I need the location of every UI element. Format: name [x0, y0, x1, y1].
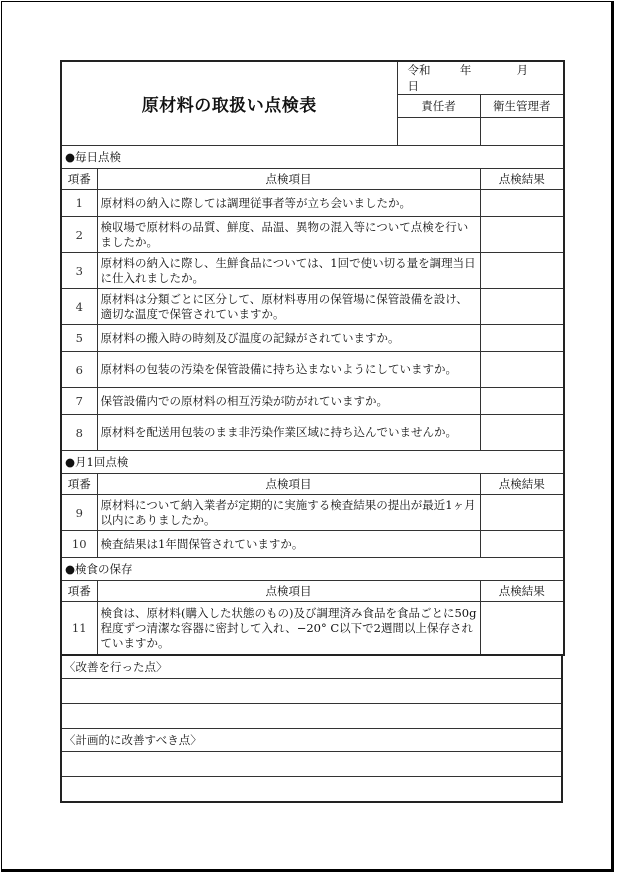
- table-row: [61, 388, 564, 415]
- item-no: 10: [61, 531, 97, 558]
- item-no: 9: [61, 495, 97, 531]
- result-cell[interactable]: [480, 190, 564, 217]
- item-text: 検査結果は1年間保管されていますか。: [97, 531, 480, 558]
- column-result: 点検結果: [480, 474, 564, 495]
- item-text: 保管設備内での原材料の相互汚染が防がれていますか。: [97, 388, 480, 415]
- section-heading: ●毎日点検: [61, 146, 564, 169]
- notes-improved-label-row: [61, 656, 562, 679]
- notes-planned-label: 〈計画的に改善すべき点〉: [61, 729, 562, 752]
- result-cell[interactable]: [480, 352, 564, 388]
- date-era: 令和: [407, 63, 431, 77]
- date-year: 年: [459, 63, 472, 77]
- header-row-date: [61, 61, 564, 95]
- item-text: 原材料を配送用包装のまま非汚染作業区域に持ち込んでいませんか。: [97, 415, 480, 451]
- role-hygiene-label: 衛生管理者: [480, 95, 564, 118]
- column-no: 項番: [61, 474, 97, 495]
- seal-manager-box[interactable]: [397, 118, 480, 146]
- seal-hygiene-box[interactable]: [480, 118, 564, 146]
- column-result: 点検結果: [480, 581, 564, 602]
- table-row: [61, 495, 564, 531]
- item-text: 原材料の納入に際し、生鮮食品については、1回で使い切る量を調理当日に仕入れましたか。: [97, 253, 480, 289]
- notes-table: [60, 656, 563, 803]
- section-daily: [61, 146, 564, 169]
- item-no: 3: [61, 253, 97, 289]
- item-no: 5: [61, 325, 97, 352]
- item-text: 原材料の包装の汚染を保管設備に持ち込まないようにしていますか。: [97, 352, 480, 388]
- table-row: [61, 352, 564, 388]
- notes-improved-label: 〈改善を行った点〉: [61, 656, 562, 679]
- item-no: 2: [61, 217, 97, 253]
- inspection-sheet: [60, 60, 563, 803]
- item-text: 検食は、原材料(購入した状態のもの)及び調理済み食品を食品ごとに50g程度ずつ清潔な容器に密封して入れ、−20° C以下で2週間以上保存されていますか。: [97, 602, 480, 656]
- column-item: 点検項目: [97, 474, 480, 495]
- page-title: 原材料の取扱い点検表: [61, 61, 397, 146]
- result-cell[interactable]: [480, 217, 564, 253]
- column-result: 点検結果: [480, 169, 564, 190]
- item-no: 4: [61, 289, 97, 325]
- column-no: 項番: [61, 169, 97, 190]
- column-no: 項番: [61, 581, 97, 602]
- date-month: 月: [516, 63, 529, 77]
- column-item: 点検項目: [97, 169, 480, 190]
- table-row: [61, 190, 564, 217]
- column-header-row: [61, 169, 564, 190]
- date-day: 日: [407, 79, 419, 93]
- section-monthly: [61, 451, 564, 474]
- column-header-row: [61, 474, 564, 495]
- role-manager-label: 責任者: [397, 95, 480, 118]
- table-row: [61, 415, 564, 451]
- item-no: 1: [61, 190, 97, 217]
- result-cell[interactable]: [480, 415, 564, 451]
- date-field[interactable]: [397, 61, 564, 95]
- notes-improved-line-2[interactable]: [61, 704, 562, 729]
- notes-line: [61, 679, 562, 704]
- result-cell[interactable]: [480, 602, 564, 656]
- item-no: 7: [61, 388, 97, 415]
- notes-line: [61, 704, 562, 729]
- result-cell[interactable]: [480, 325, 564, 352]
- result-cell[interactable]: [480, 495, 564, 531]
- table-row: [61, 289, 564, 325]
- inspection-table: [60, 60, 565, 656]
- result-cell[interactable]: [480, 531, 564, 558]
- table-row: [61, 602, 564, 656]
- result-cell[interactable]: [480, 289, 564, 325]
- result-cell[interactable]: [480, 253, 564, 289]
- item-no: 8: [61, 415, 97, 451]
- notes-planned-label-row: [61, 729, 562, 752]
- item-text: 原材料について納入業者が定期的に実施する検査結果の提出が最近1ヶ月以内にありましたか。: [97, 495, 480, 531]
- item-no: 11: [61, 602, 97, 656]
- notes-improved-line-1[interactable]: [61, 679, 562, 704]
- result-cell[interactable]: [480, 388, 564, 415]
- table-row: [61, 253, 564, 289]
- notes-planned-line-1[interactable]: [61, 752, 562, 777]
- table-row: [61, 531, 564, 558]
- section-heading: ●月1回点検: [61, 451, 564, 474]
- item-text: 原材料は分類ごとに区分して、原材料専用の保管場に保管設備を設け、適切な温度で保管されていますか。: [97, 289, 480, 325]
- table-row: [61, 217, 564, 253]
- item-no: 6: [61, 352, 97, 388]
- item-text: 原材料の納入に際しては調理従事者等が立ち会いましたか。: [97, 190, 480, 217]
- column-item: 点検項目: [97, 581, 480, 602]
- notes-line: [61, 752, 562, 777]
- section-sample-storage: [61, 558, 564, 581]
- item-text: 原材料の搬入時の時刻及び温度の記録がされていますか。: [97, 325, 480, 352]
- column-header-row: [61, 581, 564, 602]
- notes-line: [61, 777, 562, 803]
- table-row: [61, 325, 564, 352]
- notes-planned-line-2[interactable]: [61, 777, 562, 803]
- item-text: 検収場で原材料の品質、鮮度、品温、異物の混入等について点検を行いましたか。: [97, 217, 480, 253]
- section-heading: ●検食の保存: [61, 558, 564, 581]
